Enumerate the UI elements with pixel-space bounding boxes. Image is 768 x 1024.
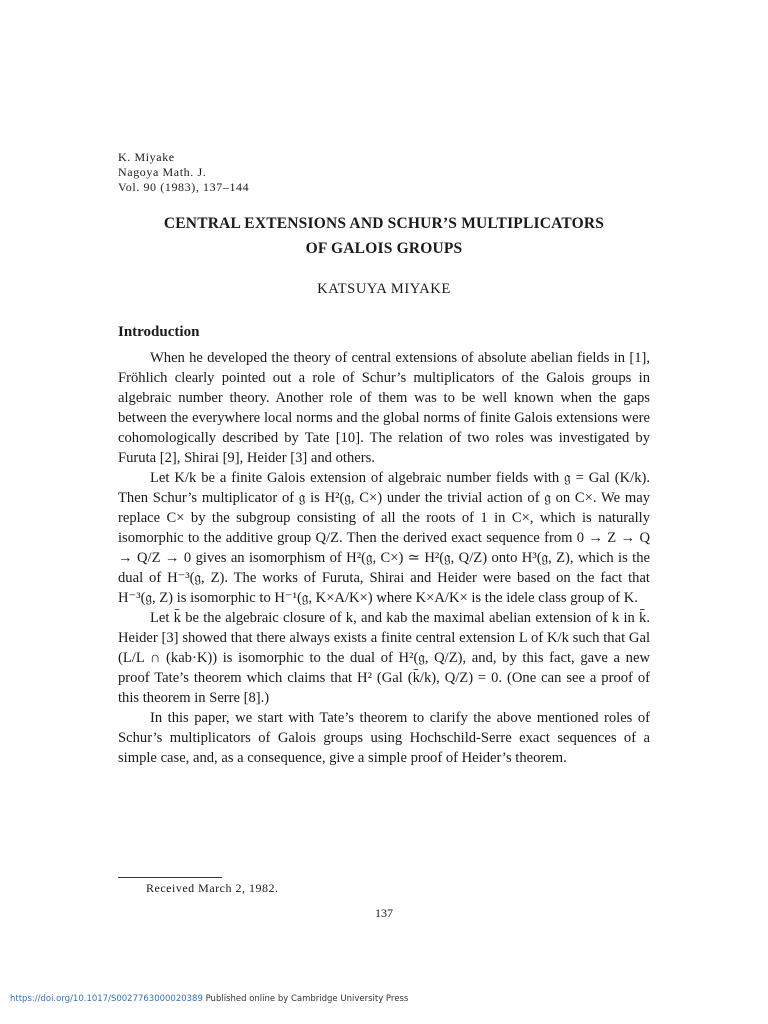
publication-footer: [10, 994, 408, 1004]
paper-author: KATSUYA MIYAKE: [317, 281, 451, 297]
paragraph: Let k̄ be the algebraic closure of k, and kab the maximal abelian extension of k in k̄. Heider [3] showed that there always exists a finite central extension L of K/k such that Gal (L/L ∩ (kab·K)) is isomorphic to the dual of H²(𝔤, Q/Z), and, by this fact, gave a new proof Tate’s theorem which claims that H² (Gal (k̄/k), Q/Z) = 0. (One can see a proof of this theorem in Serre [8].): [118, 610, 650, 706]
header-journal: Nagoya Math. J.: [118, 165, 207, 179]
title-line-1: CENTRAL EXTENSIONS AND SCHUR’S MULTIPLICATORS: [163, 215, 605, 232]
citation-header: [118, 150, 249, 195]
footnote: Received March 2, 1982.: [146, 881, 279, 895]
footnote-divider: [118, 877, 222, 878]
published-online-text: Published online by Cambridge University Press: [202, 994, 409, 1004]
page-number: 137: [375, 906, 393, 920]
doi-link[interactable]: https://doi.org/10.1017/S0027763000020389: [10, 994, 203, 1004]
title-line-2: OF GALOIS GROUPS: [305, 240, 463, 257]
header-author: K. Miyake: [118, 150, 175, 164]
paper-title: [110, 211, 658, 261]
paragraph: In this paper, we start with Tate’s theorem to clarify the above mentioned roles of Schur’s multiplicators of Galois groups using Hochschild-Serre exact sequences of a simple case, and, as a consequence, give a simple proof of Heider’s theorem.: [118, 710, 650, 766]
paragraph: When he developed the theory of central extensions of absolute abelian fields in [1], Fröhlich clearly pointed out a role of Schur’s multiplicators of the Galois groups in algebraic number theory. Another role of them was to be well known when the gaps between the everywhere local norms and the global norms of finite Galois extensions were cohomologically described by Tate [10]. The relation of two roles was investigated by Furuta [2], Shirai [9], Heider [3] and others.: [118, 350, 650, 466]
paragraph: Let K/k be a finite Galois extension of algebraic number fields with 𝔤 = Gal (K/k). Then Schur’s multiplicator of 𝔤 is H²(𝔤, C×) under the trivial action of 𝔤 on C×. We may replace C× by the subgroup consisting of all the roots of 1 in C×, which is naturally isomorphic to the additive group Q/Z. Then the derived exact sequence from 0 → Z → Q → Q/Z → 0 gives an isomorphism of H²(𝔤, C×) ≃ H²(𝔤, Q/Z) onto H³(𝔤, Z), which is the dual of H⁻³(𝔤, Z). The works of Furuta, Shirai and Heider were based on the fact that H⁻³(𝔤, Z) is isomorphic to H⁻¹(𝔤, K×A/K×) where K×A/K× is the idele class group of K.: [118, 470, 650, 606]
body-text: [118, 348, 650, 768]
section-heading: Introduction: [118, 324, 200, 340]
header-volume: Vol. 90 (1983), 137–144: [118, 180, 250, 194]
